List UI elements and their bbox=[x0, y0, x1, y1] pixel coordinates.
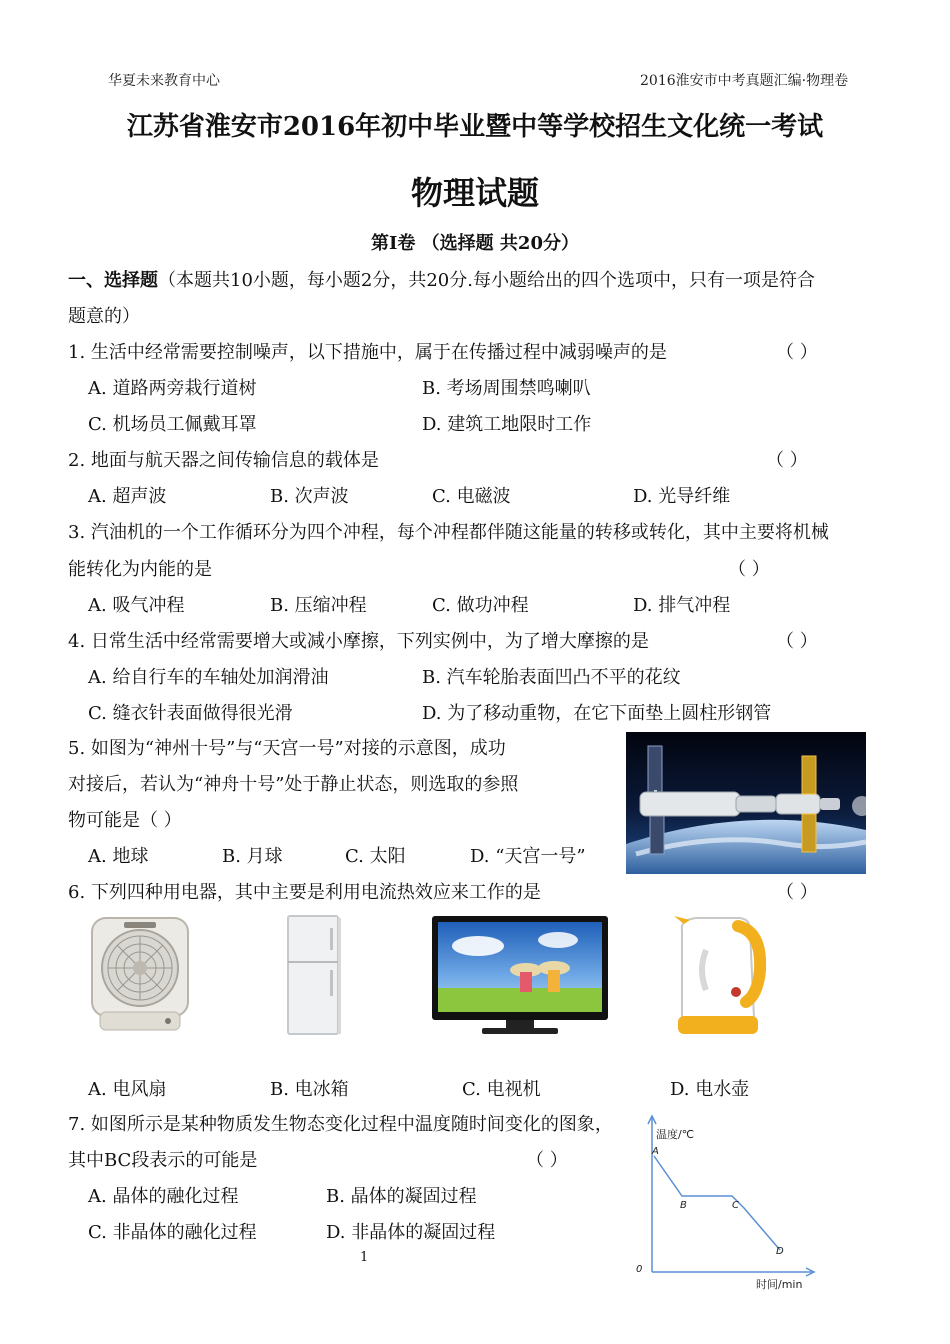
refrigerator-image bbox=[286, 914, 342, 1038]
q1-answer-paren: （ ） bbox=[776, 342, 818, 363]
q5-text-3: 物可能是（ ） bbox=[68, 810, 182, 831]
q2-option-a: A. 超声波 bbox=[88, 486, 167, 507]
q6-option-d: D. 电水壶 bbox=[670, 1079, 750, 1100]
q2-option-b: B. 次声波 bbox=[270, 486, 349, 507]
q2-answer-paren: （ ） bbox=[766, 450, 808, 471]
graph-point-c: C bbox=[732, 1200, 739, 1211]
graph-xlabel: 时间/min bbox=[756, 1278, 803, 1291]
graph-ylabel: 温度/℃ bbox=[656, 1128, 695, 1141]
spacecraft-docking-image bbox=[626, 732, 866, 874]
subject-title: 物理试题 bbox=[410, 174, 539, 212]
q4-option-d: D. 为了移动重物，在它下面垫上圆柱形钢管 bbox=[422, 703, 772, 724]
q7-text-2: 其中BC段表示的可能是 bbox=[68, 1150, 258, 1171]
q5-option-a: A. 地球 bbox=[88, 846, 149, 867]
q7-option-b: B. 晶体的凝固过程 bbox=[326, 1186, 477, 1207]
graph-point-b: B bbox=[680, 1200, 687, 1211]
q1-text: 1. 生活中经常需要控制噪声，以下措施中，属于在传播过程中减弱噪声的是 bbox=[68, 342, 667, 363]
q4-option-b: B. 汽车轮胎表面凹凸不平的花纹 bbox=[422, 667, 681, 688]
header-left: 华夏未来教育中心 bbox=[108, 73, 220, 89]
q3-text-2: 能转化为内能的是 bbox=[68, 559, 212, 580]
section-instructions bbox=[68, 266, 815, 292]
q1-option-a: A. 道路两旁栽行道树 bbox=[88, 378, 257, 399]
graph-curve bbox=[654, 1156, 780, 1250]
section-label: 一、选择题 bbox=[68, 270, 158, 291]
q7-option-a: A. 晶体的融化过程 bbox=[88, 1186, 239, 1207]
q4-text: 4. 日常生活中经常需要增大或减小摩擦，下列实例中，为了增大摩擦的是 bbox=[68, 631, 649, 652]
q5-text-1: 5. 如图为“神州十号”与“天宫一号”对接的示意图，成功 bbox=[68, 738, 506, 759]
electric-fan-image bbox=[86, 908, 194, 1036]
q2-text: 2. 地面与航天器之间传输信息的载体是 bbox=[68, 450, 379, 471]
q3-option-b: B. 压缩冲程 bbox=[270, 595, 367, 616]
graph-origin: 0 bbox=[636, 1264, 643, 1275]
graph-point-d: D bbox=[776, 1246, 784, 1257]
q7-answer-paren: （ ） bbox=[526, 1150, 568, 1171]
section-instr-1: （本题共10小题，每小题2分，共20分.每小题给出的四个选项中，只有一项是符合 bbox=[158, 270, 815, 291]
part-heading: 第Ⅰ卷 （选择题 共20分） bbox=[370, 233, 579, 254]
q1-option-d: D. 建筑工地限时工作 bbox=[422, 414, 592, 435]
q5-option-d: D. “天宫一号” bbox=[470, 846, 586, 867]
q4-answer-paren: （ ） bbox=[776, 631, 818, 652]
q7-option-d: D. 非晶体的凝固过程 bbox=[326, 1222, 496, 1243]
electric-kettle-image bbox=[666, 910, 766, 1040]
q6-option-a: A. 电风扇 bbox=[88, 1079, 167, 1100]
header-right: 2016淮安市中考真题汇编·物理卷 bbox=[640, 73, 849, 89]
graph-point-a: A bbox=[652, 1146, 659, 1157]
section-instr-2: 题意的） bbox=[68, 306, 140, 327]
q5-text-2: 对接后，若认为“神舟十号”处于静止状态，则选取的参照 bbox=[68, 774, 519, 795]
temperature-time-graph bbox=[632, 1112, 822, 1292]
q7-text-1: 7. 如图所示是某种物质发生物态变化过程中温度随时间变化的图象， bbox=[68, 1114, 613, 1135]
q6-answer-paren: （ ） bbox=[776, 882, 818, 903]
q1-option-c: C. 机场员工佩戴耳罩 bbox=[88, 414, 257, 435]
q3-option-c: C. 做功冲程 bbox=[432, 595, 529, 616]
page-number: 1 bbox=[360, 1250, 369, 1265]
q6-option-c: C. 电视机 bbox=[462, 1079, 541, 1100]
q3-option-a: A. 吸气冲程 bbox=[88, 595, 185, 616]
q7-option-c: C. 非晶体的融化过程 bbox=[88, 1222, 257, 1243]
q5-option-c: C. 太阳 bbox=[345, 846, 406, 867]
q3-option-d: D. 排气冲程 bbox=[633, 595, 731, 616]
q6-text: 6. 下列四种用电器，其中主要是利用电流热效应来工作的是 bbox=[68, 882, 541, 903]
q2-option-c: C. 电磁波 bbox=[432, 486, 511, 507]
q3-answer-paren: （ ） bbox=[728, 559, 770, 580]
exam-title: 江苏省淮安市2016年初中毕业暨中等学校招生文化统一考试 bbox=[126, 112, 824, 142]
q3-text-1: 3. 汽油机的一个工作循环分为四个冲程，每个冲程都伴随这能量的转移或转化，其中主要将机械 bbox=[68, 522, 829, 543]
q1-option-b: B. 考场周围禁鸣喇叭 bbox=[422, 378, 591, 399]
q4-option-c: C. 缝衣针表面做得很光滑 bbox=[88, 703, 293, 724]
q6-option-b: B. 电冰箱 bbox=[270, 1079, 349, 1100]
television-image bbox=[430, 914, 610, 1038]
q4-option-a: A. 给自行车的车轴处加润滑油 bbox=[88, 667, 329, 688]
q2-option-d: D. 光导纤维 bbox=[633, 486, 731, 507]
q5-option-b: B. 月球 bbox=[222, 846, 283, 867]
